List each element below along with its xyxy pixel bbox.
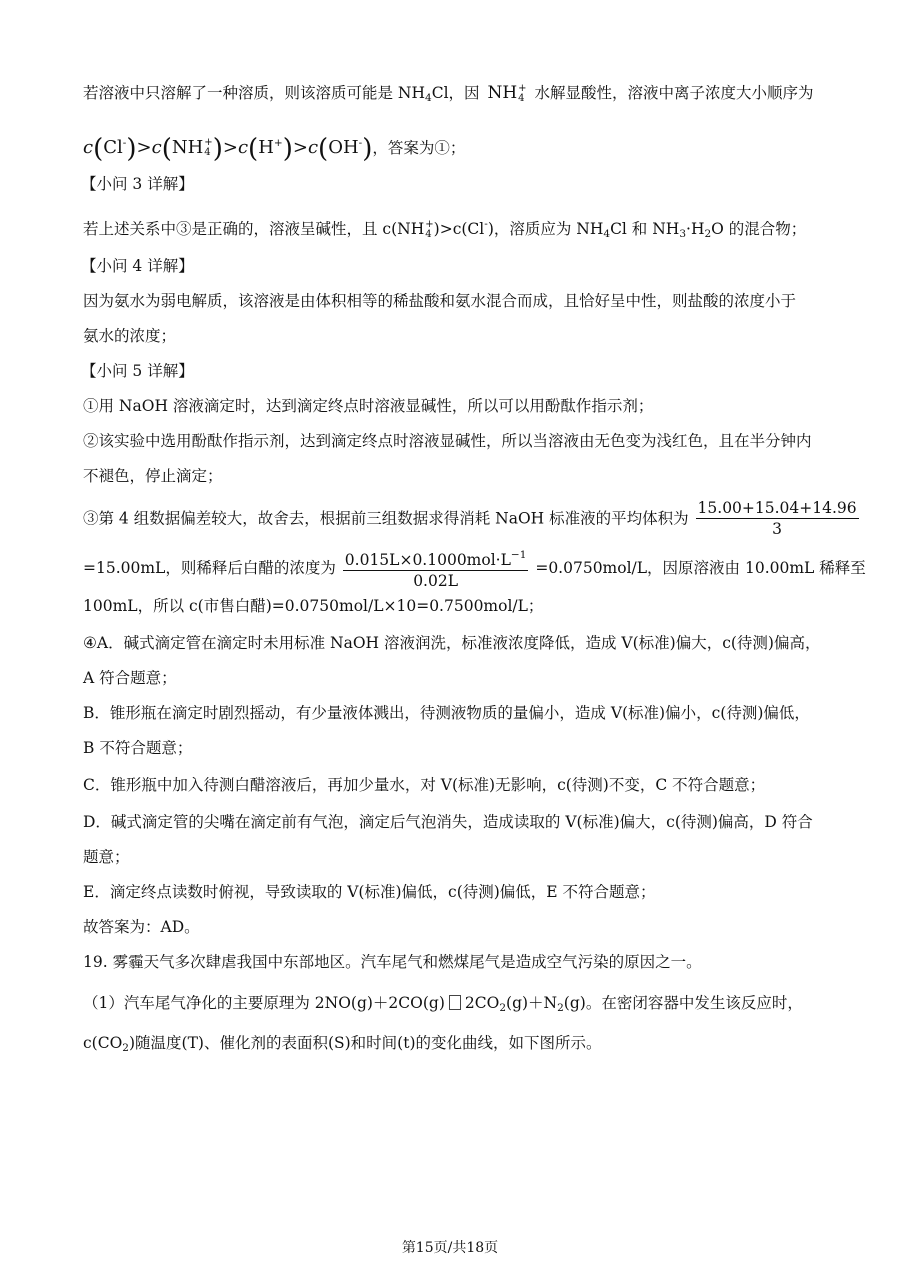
text-segment: 若溶液中只溶解了一种溶质，则该溶质可能是 NH	[83, 84, 426, 102]
text-line: 氨水的浓度；	[83, 327, 177, 345]
text-line: B 不符合题意；	[83, 739, 193, 757]
ammonium-ion: NH + 4	[487, 82, 527, 104]
text-line-with-fraction: ③第 4 组数据偏差较大，故舍去，根据前三组数据求得消耗 NaOH 标准液的平均体积为 $\frac{15.00+15.04+14.96}{3}$	[83, 499, 857, 538]
text-line: ①用 NaOH 溶液滴定时，达到滴定终点时溶液显碱性，所以可以用酚酞作指示剂；	[83, 397, 654, 415]
text-line: E．滴定终点读数时俯视，导致读取的 V(标准)偏低，c(待测)偏低，E 不符合题意；	[83, 883, 656, 901]
text-segment: Cl，因	[431, 84, 480, 102]
text-line: 因为氨水为弱电解质，该溶液是由体积相等的稀盐酸和氨水混合而成，且恰好呈中性，则盐酸的浓度小于	[83, 292, 797, 310]
text-segment: 水解显酸性，溶液中离子浓度大小顺序为	[534, 84, 814, 102]
text-line: 故答案为：AD。	[83, 918, 200, 936]
question-19-stem: 19. 雾霾天气多次肆虐我国中东部地区。汽车尾气和燃煤尾气是造成空气污染的原因之一。	[83, 953, 702, 971]
text-line: B．锥形瓶在滴定时剧烈摇动，有少量液体溅出，待测液物质的量偏小，造成 V(标准)偏小，c(待测)偏低，	[83, 704, 810, 722]
text-line-with-fraction: =15.00mL，则稀释后白醋的浓度为 $\frac{0.015L\times 0.1000mol\cdot L^{-1}}{0.02L}$ =0.0750mol/L，因原溶液由 10.00mL 稀释至	[83, 545, 866, 591]
text-line: ②该实验中选用酚酞作指示剂，达到滴定终点时溶液显碱性，所以当溶液由无色变为浅红色，且在半分钟内	[83, 432, 812, 450]
section-heading-q3: 【小问 3 详解】	[81, 175, 194, 193]
text-line: A 符合题意；	[83, 669, 177, 687]
concentration-fraction: $\frac{0.015L\times 0.1000mol\cdot L^{-1}}{0.02L}$	[343, 545, 529, 591]
page-footer: 第15页/共18页	[401, 1240, 499, 1256]
text-line: 若上述关系中③是正确的，溶液呈碱性，且 c(NH + 4 )>c(Cl-)，溶质应为 $NH_4Cl$ 和 $NH_3\cdot H_2O$ 的混合物；	[83, 218, 807, 240]
text-line: 不褪色，停止滴定；	[83, 467, 223, 485]
section-heading-q5: 【小问 5 详解】	[81, 362, 194, 380]
text-line: D．碱式滴定管的尖嘴在滴定前有气泡，滴定后气泡消失，造成读取的 V(标准)偏大，c(待测)偏高，D 符合	[83, 813, 813, 831]
reversible-arrow-icon	[449, 995, 461, 1010]
text-line: $c(CO_2)$随温度(T)、催化剂的表面积(S)和时间(t)的变化曲线，如下图所示。	[83, 1034, 602, 1054]
subscript: 4	[425, 92, 432, 104]
text-line: C．锥形瓶中加入待测白醋溶液后，再加少量水，对 V(标准)无影响，c(待测)不变，C 不符合题意；	[83, 776, 766, 794]
text-line: 题意；	[83, 848, 130, 866]
text-line	[83, 82, 814, 109]
text-line: 100mL，所以 c(市售白醋)=0.0750mol/L×10=0.7500mol/L；	[83, 597, 544, 615]
text-line: ④A．碱式滴定管在滴定时未用标准 NaOH 溶液润洗，标准液浓度降低，造成 V(标准)偏大，c(待测)偏高，	[83, 634, 821, 652]
ion-concentration-order: c(Cl-)>c(NH + 4 )>c(H+)>c(OH-)，答案为①；	[83, 134, 466, 164]
text-line: （1）汽车尾气净化的主要原理为 2NO(g)＋2CO(g) $2CO_2(g)+N_2(g)$。在密闭容器中发生该反应时，	[83, 994, 803, 1014]
average-volume-fraction: $\frac{15.00+15.04+14.96}{3}$	[697, 499, 857, 538]
section-heading-q4: 【小问 4 详解】	[81, 257, 194, 275]
